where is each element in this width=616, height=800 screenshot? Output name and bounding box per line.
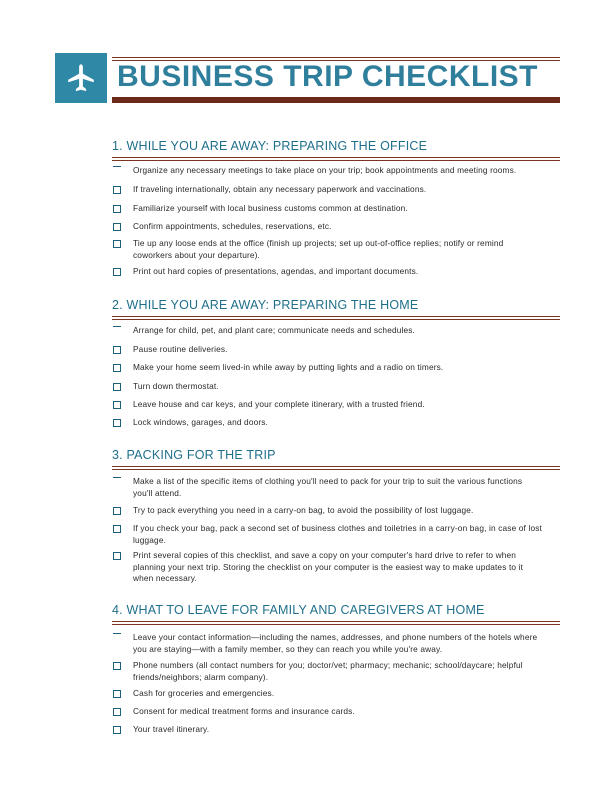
item-text: Confirm appointments, schedules, reservations, etc. <box>133 221 332 231</box>
item-text: Turn down thermostat. <box>133 381 219 391</box>
item-text: Leave house and car keys, and your complete itinerary, with a trusted friend. <box>133 399 425 409</box>
checkbox-icon[interactable] <box>113 346 121 354</box>
checkbox-icon[interactable] <box>113 186 121 194</box>
checkbox-icon[interactable] <box>113 633 121 634</box>
page-title: BUSINESS TRIP CHECKLIST <box>117 60 538 93</box>
section-home <box>112 297 560 320</box>
item-text: Print out hard copies of presentations, agendas, and important documents. <box>133 266 419 276</box>
checkbox-icon[interactable] <box>113 507 121 515</box>
checkbox-icon[interactable] <box>113 383 121 391</box>
checkbox-icon[interactable] <box>113 326 121 327</box>
item-text: Organize any necessary meetings to take place on your trip; book appointments and meeting rooms. <box>133 165 517 175</box>
section-heading: 1. WHILE YOU ARE AWAY: PREPARING THE OFFICE <box>112 139 428 153</box>
section-packing <box>112 447 560 470</box>
section-rule <box>112 316 560 317</box>
item-text: Arrange for child, pet, and plant care; communicate needs and schedules. <box>133 325 415 335</box>
header-rule-thick <box>112 97 560 103</box>
item-text: Make a list of the specific items of clothing you'll need to pack for your trip to suit the various functions you'll attend. <box>133 476 523 498</box>
checkbox-icon[interactable] <box>113 166 121 167</box>
checkbox-icon[interactable] <box>113 662 121 670</box>
checkbox-icon[interactable] <box>113 525 121 533</box>
checkbox-icon[interactable] <box>113 364 121 372</box>
item-text: If traveling internationally, obtain any necessary paperwork and vaccinations. <box>133 184 427 194</box>
section-rule-2 <box>112 469 560 470</box>
item-text: Cash for groceries and emergencies. <box>133 688 275 698</box>
checkbox-icon[interactable] <box>113 240 121 248</box>
item-text: Phone numbers (all contact numbers for you; doctor/vet; pharmacy; mechanic; school/daycare; helpful friends/neighbors; alarm company). <box>133 660 523 682</box>
section-rule-2 <box>112 319 560 320</box>
checkbox-icon[interactable] <box>113 477 121 478</box>
item-text: Your travel itinerary. <box>133 724 210 734</box>
section-rule <box>112 621 560 622</box>
section-rule <box>112 466 560 467</box>
checkbox-icon[interactable] <box>113 268 121 276</box>
checkbox-icon[interactable] <box>113 708 121 716</box>
section-heading: 2. WHILE YOU ARE AWAY: PREPARING THE HOME <box>112 298 419 312</box>
item-text: Print several copies of this checklist, and save a copy on your computer's hard drive to refer to when planning your next trip. Storing the checklist on your computer is the easiest way to make updates to it when necessary. <box>133 550 524 583</box>
item-text: If you check your bag, pack a second set of business clothes and toiletries in a carry-on bag, in case of lost luggage. <box>133 523 542 545</box>
section-rule <box>112 157 560 158</box>
checkbox-icon[interactable] <box>113 726 121 734</box>
item-text: Pause routine deliveries. <box>133 344 228 354</box>
section-rule-2 <box>112 624 560 625</box>
item-text: Make your home seem lived-in while away by putting lights and a radio on timers. <box>133 362 444 372</box>
item-text: Try to pack everything you need in a carry-on bag, to avoid the possibility of lost luggage. <box>133 505 474 515</box>
checkbox-icon[interactable] <box>113 401 121 409</box>
checkbox-icon[interactable] <box>113 223 121 231</box>
section-family <box>112 602 560 625</box>
checkbox-icon[interactable] <box>113 690 121 698</box>
section-heading: 4. WHAT TO LEAVE FOR FAMILY AND CAREGIVERS AT HOME <box>112 603 485 617</box>
item-text: Leave your contact information—including the names, addresses, and phone numbers of the hotels where you are staying—with a family member, so they can reach you while you're away. <box>133 632 538 654</box>
section-heading: 3. PACKING FOR THE TRIP <box>112 448 276 462</box>
checkbox-icon[interactable] <box>113 419 121 427</box>
checkbox-icon[interactable] <box>113 205 121 213</box>
section-rule-2 <box>112 160 560 161</box>
item-text: Familiarize yourself with local business customs common at destination. <box>133 203 408 213</box>
airplane-icon <box>64 61 98 95</box>
checkbox-icon[interactable] <box>113 552 121 560</box>
item-text: Consent for medical treatment forms and insurance cards. <box>133 706 355 716</box>
item-text: Lock windows, garages, and doors. <box>133 417 269 427</box>
header-rule-top <box>112 57 560 58</box>
logo-box <box>55 53 107 103</box>
item-text: Tie up any loose ends at the office (finish up projects; set up out-of-office replies; notify or remind coworkers about your departure). <box>133 238 504 260</box>
section-office <box>112 138 560 161</box>
